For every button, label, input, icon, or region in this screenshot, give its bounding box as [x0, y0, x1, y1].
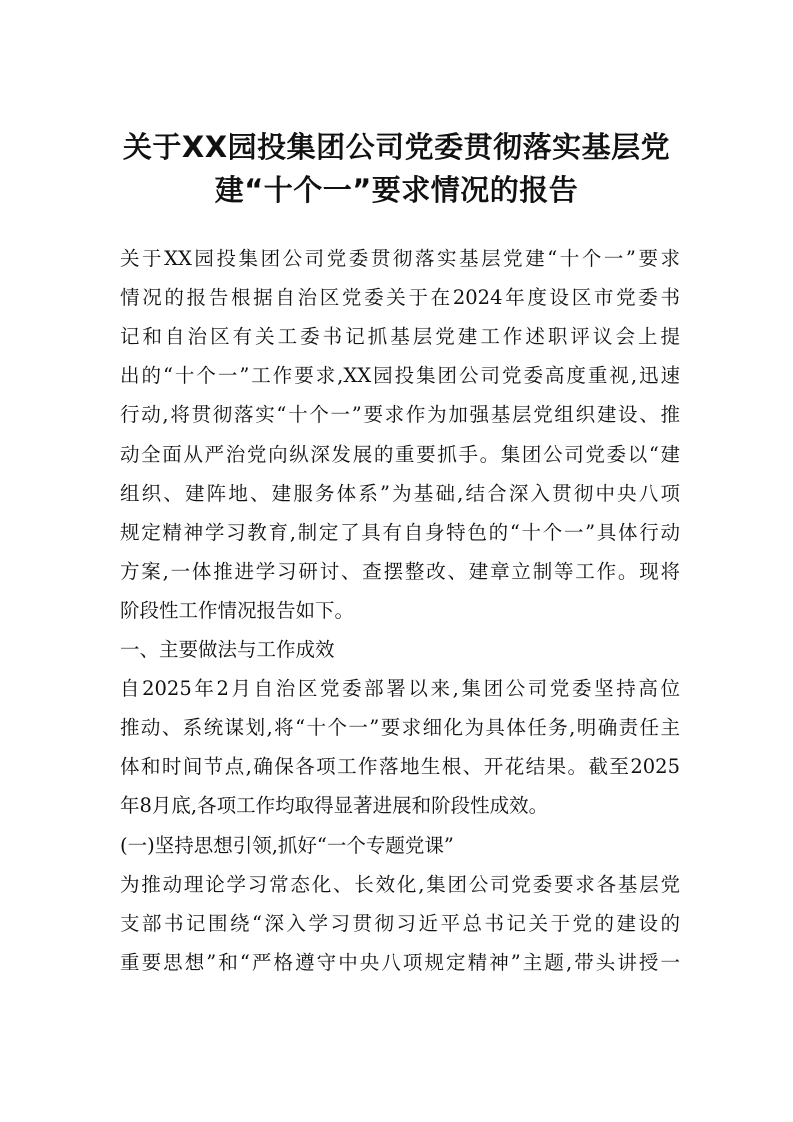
body-line: 自2025年2月自治区党委部署以来,集团公司党委坚持高位 — [120, 677, 680, 701]
body-line: 情况的报告根据自治区党委关于在2024年度设区市党委书 — [120, 286, 680, 310]
body-line: 行动,将贯彻落实“十个一”要求作为加强基层党组织建设、推 — [120, 403, 680, 427]
body-line: 规定精神学习教育,制定了具有自身特色的“十个一”具体行动 — [120, 520, 680, 544]
body-line: 方案,一体推进学习研讨、查摆整改、建章立制等工作。现将 — [120, 559, 680, 583]
body-line: (一)坚持思想引领,抓好“一个专题党课” — [120, 833, 454, 857]
body-line: 重要思想”和“严格遵守中央八项规定精神”主题,带头讲授一 — [120, 950, 680, 974]
body-line: 阶段性工作情况报告如下。 — [120, 598, 355, 622]
body-line: 年8月底,各项工作均取得显著进展和阶段性成效。 — [120, 794, 549, 818]
body-line: 动全面从严治党向纵深发展的重要抓手。集团公司党委以“建 — [120, 442, 680, 466]
body-line: 为推动理论学习常态化、长效化,集团公司党委要求各基层党 — [120, 872, 680, 896]
body-line: 体和时间节点,确保各项工作落地生根、开花结果。截至2025 — [120, 755, 680, 779]
body-line: 出的“十个一”工作要求,XX园投集团公司党委高度重视,迅速 — [120, 364, 680, 388]
document-title-line-2: 建“十个一”要求情况的报告 — [214, 173, 579, 207]
body-line: 关于XX园投集团公司党委贯彻落实基层党建“十个一”要求 — [120, 247, 680, 270]
body-line: 支部书记围绕“深入学习贯彻习近平总书记关于党的建设的 — [120, 911, 680, 935]
body-line: 记和自治区有关工委书记抓基层党建工作述职评议会上提 — [120, 325, 680, 349]
document-title-line-1: 关于XX园投集团公司党委贯彻落实基层党 — [122, 130, 671, 164]
body-line: 一、主要做法与工作成效 — [120, 638, 335, 661]
body-line: 推动、系统谋划,将“十个一”要求细化为具体任务,明确责任主 — [120, 716, 680, 740]
body-line: 组织、建阵地、建服务体系”为基础,结合深入贯彻中央八项 — [120, 481, 680, 505]
